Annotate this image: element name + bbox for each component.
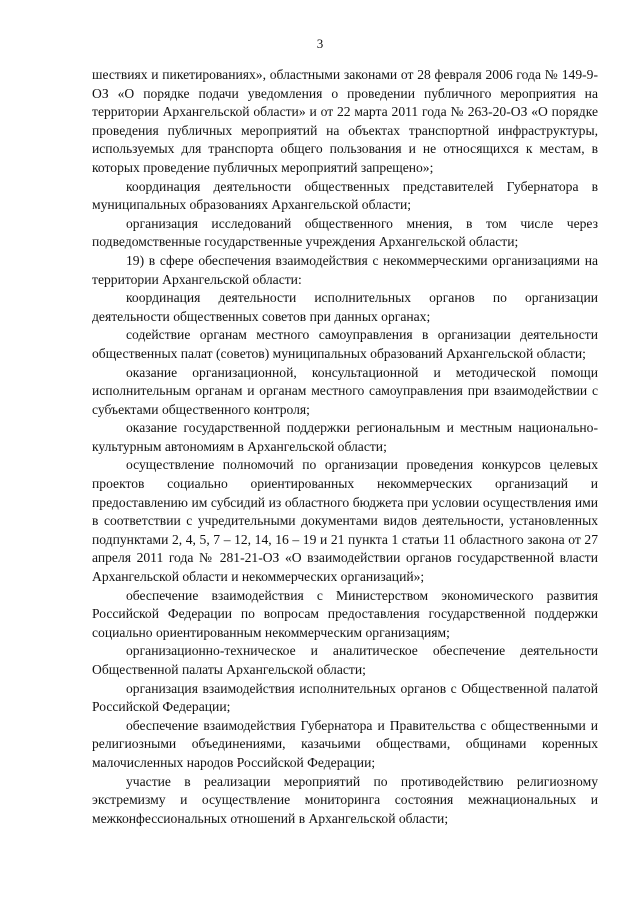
paragraph: обеспечение взаимодействия Губернатора и Правительства с общественными и религиозными объединениями, казачьими обществами, общинами коренных малочисленных народов Российской Федерации; xyxy=(92,717,598,770)
paragraph: оказание государственной поддержки региональным и местным национально-культурным автономиям в Архангельской области; xyxy=(92,420,598,454)
paragraph: шествиях и пикетированиях», областными законами от 28 февраля 2006 года № 149-9-ОЗ «О порядке подачи уведомления о проведении публичного мероприятия на территории Архангельской области» и от 22 марта 2011 года № 263-20-ОЗ «О порядке проведения публичных мероприятий на объектах транспортной инфраструктуры, используемых для транспорта общего пользования и не относящихся к местам, в которых проведение публичных мероприятий запрещено»; xyxy=(92,67,598,175)
paragraph: оказание организационной, консультационной и методической помощи исполнительным органам и органам местного самоуправления при взаимодействии с субъектами общественного контроля; xyxy=(92,364,598,417)
paragraph: обеспечение взаимодействия с Министерством экономического развития Российской Федерации по вопросам предоставления государственной поддержки социально ориентированным некоммерческим организациям; xyxy=(92,587,598,640)
page-number: 3 xyxy=(316,36,324,51)
paragraph: осуществление полномочий по организации проведения конкурсов целевых проектов социально ориентированных некоммерческих организаций и предоставлению им субсидий из областного бюджета при условии осуществления ими в соответствии с учредительными документами видов деятельности, установленных подпунктами 2, 4, 5, 7 – 12, 14, 16 – 19 и 21 пункта 1 статьи 11 областного закона от 27 апреля 2011 года № 281-21-ОЗ «О взаимодействии органов государственной власти Архангельской области и некоммерческих организаций»; xyxy=(92,457,598,585)
paragraph: организация исследований общественного мнения, в том числе через подведомственные государственные учреждения Архангельской области; xyxy=(92,215,598,250)
paragraph: координация деятельности общественных представителей Губернатора в муниципальных образованиях Архангельской области; xyxy=(92,178,598,213)
paragraph: участие в реализации мероприятий по противодействию религиозному экстремизму и осуществление мониторинга состояния межнациональных и межконфессиональных отношений в Архангельской области; xyxy=(92,773,598,826)
paragraph: организационно-техническое и аналитическое обеспечение деятельности Общественной палаты Архангельской области; xyxy=(92,643,598,677)
paragraph: содействие органам местного самоуправления в организации деятельности общественных палат (советов) муниципальных образований Архангельской области; xyxy=(92,327,598,361)
section-heading: 19) в сфере обеспечения взаимодействия с некоммерческими организациями на территории Архангельской области: xyxy=(92,252,598,287)
document-body xyxy=(92,66,598,828)
paragraph: координация деятельности исполнительных органов по организации деятельности общественных советов при данных органах; xyxy=(92,290,598,324)
paragraph: организация взаимодействия исполнительных органов с Общественной палатой Российской Федерации; xyxy=(92,680,598,715)
